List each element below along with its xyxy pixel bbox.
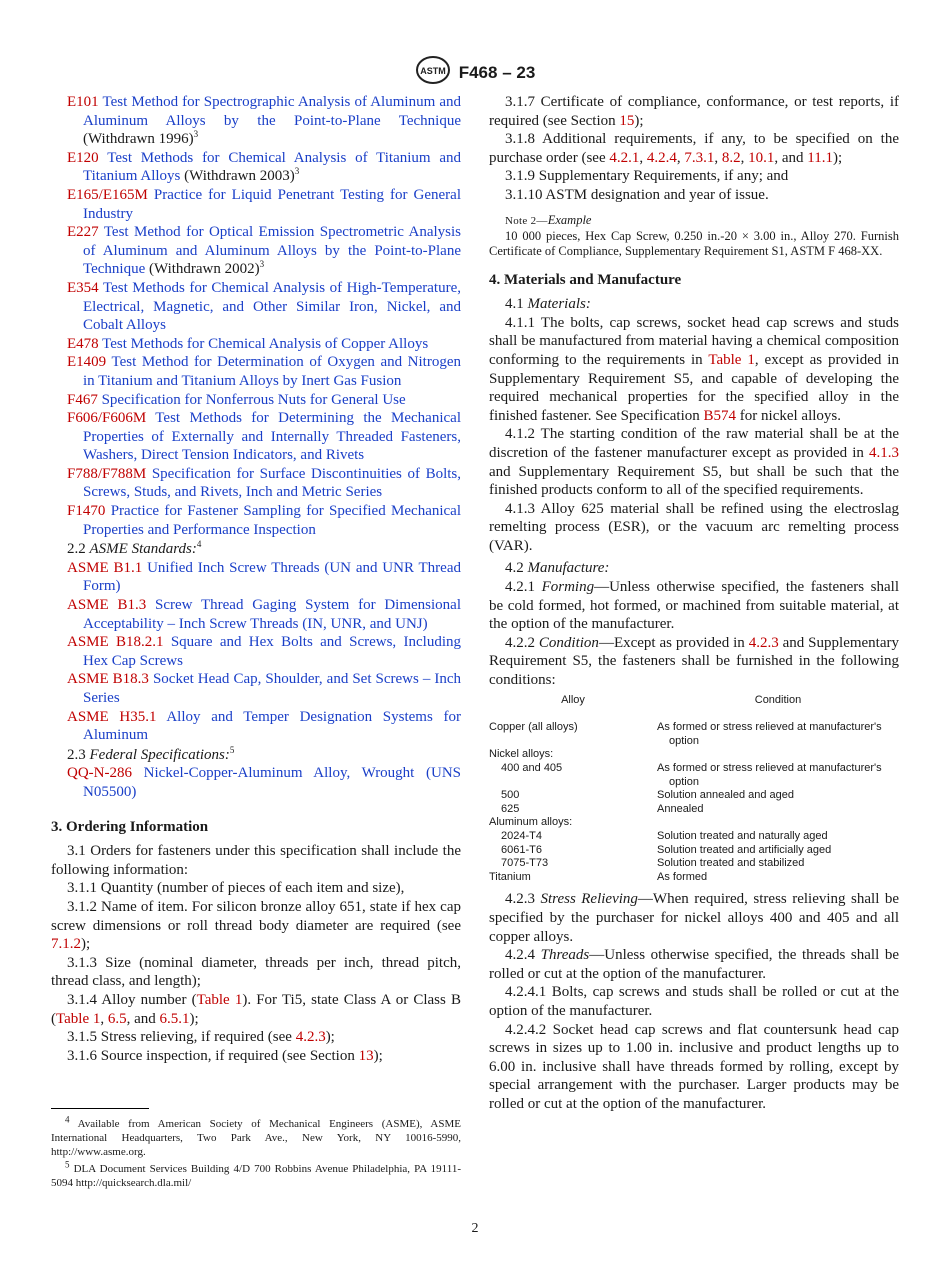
reference-item: [51, 596, 461, 633]
right-column: [489, 93, 899, 1113]
alloy-cell: 7075-T73: [501, 857, 549, 870]
footnote-5: $^5$ DLA Document Services Building 4/D 700 Robbins Avenue Philadelphia, PA 19111-5094 http://quicksearch.dla.mil/: [51, 1159, 461, 1189]
reference-title-link[interactable]: Practice for Liquid Penetrant Testing for General Industry: [83, 186, 461, 222]
table-row: [489, 803, 899, 817]
xref-link[interactable]: Table 1: [56, 1010, 101, 1027]
reference-item: [51, 391, 461, 410]
reference-title-link[interactable]: Square and Hex Bolts and Screws, Including Hex Cap Screws: [83, 634, 461, 669]
reference-code-link[interactable]: E1409: [67, 354, 107, 371]
footnote-4: $^4$ Available from American Society of Mechanical Engineers (ASME), ASME International Headquarters, Two Park Ave., New York, NY 10016-5990, http://www.asme.org.: [51, 1114, 461, 1158]
xref-link[interactable]: 15: [619, 112, 635, 129]
xref-link[interactable]: 6.5: [107, 1010, 127, 1027]
para-4-2-1: 4.2.1 Forming—Unless otherwise specified, the fasteners shall be cold formed, hot formed, or machined from suitable material, at the option of the manufacturer.: [489, 579, 900, 633]
reference-code-link[interactable]: E101: [67, 94, 99, 110]
xref-link[interactable]: 4.2.1: [609, 149, 640, 166]
reference-item: [51, 764, 461, 801]
para-4-2-4: 4.2.4 Threads—Unless otherwise specified, the threads shall be rolled or cut at the option of the manufacturer.: [489, 947, 900, 982]
section-3-title: 3. Ordering Information: [51, 818, 209, 835]
separator: ,: [676, 149, 685, 166]
reference-title-link[interactable]: Socket Head Cap, Shoulder, and Set Screws – Inch Series: [83, 671, 462, 706]
table-header-alloy: Alloy: [561, 693, 585, 706]
federal-heading: 2.3 Federal Specifications:$^5$: [67, 744, 235, 763]
xref-link[interactable]: Table 1: [708, 351, 755, 368]
reference-code-link[interactable]: ASME B18.2.1: [67, 634, 164, 651]
xref-link[interactable]: 7.1.2: [51, 936, 81, 953]
footnote-ref: 3: [193, 129, 199, 140]
table-row: [489, 816, 899, 830]
asme-heading: 2.2 ASME Standards:$^4$: [67, 539, 202, 558]
reference-code-link[interactable]: F467: [67, 391, 98, 408]
condition-cell: Solution treated and stabilized: [657, 857, 805, 870]
condition-cell: Solution treated and artificially aged: [657, 843, 832, 856]
para-3-1-6: 3.1.6 Source inspection, if required (see Section 13);: [67, 1047, 383, 1064]
table-header-condition: Condition: [754, 693, 802, 706]
reference-title-link[interactable]: Test Method for Spectrographic Analysis of Aluminum and Aluminum Alloys by the Point-to-Plane Technique: [83, 94, 461, 129]
reference-item: [51, 335, 461, 354]
reference-code-link[interactable]: ASME B1.1: [67, 559, 143, 576]
reference-title-link[interactable]: Screw Thread Gaging System for Dimensional Acceptability – Inch Screw Threads (IN, UNR, and UNJ): [83, 597, 461, 632]
table-row: [489, 721, 899, 748]
footnote-divider: [51, 1108, 149, 1109]
left-column: [51, 93, 461, 1065]
reference-code-link[interactable]: QQ-N-286: [67, 765, 132, 782]
page-header: [0, 55, 950, 90]
reference-code-link[interactable]: E478: [67, 335, 99, 352]
condition-cell: As formed or stress relieved at manufacturer's option: [657, 762, 882, 788]
condition-cell: As formed or stress relieved at manufacturer's option: [657, 721, 882, 747]
reference-item: [51, 708, 461, 745]
separator: ,: [714, 149, 722, 166]
para-4-2-2: 4.2.2 Condition—Except as provided in 4.2.3 and Supplementary Requirement S5, the fasteners shall be furnished in the following conditions:: [489, 634, 899, 689]
condition-cell: As formed: [657, 870, 708, 883]
xref-link[interactable]: 4.2.3: [295, 1029, 326, 1046]
para-4-1-3: 4.1.3 Alloy 625 material shall be refined using the electroslag remelting process (ESR), or the vacuum arc remelting process (VAR).: [489, 500, 899, 554]
reference-title-link[interactable]: Test Method for Optical Emission Spectrometric Analysis of Aluminum and Aluminum Alloys by the Point-to-Plane Technique: [83, 224, 461, 278]
alloy-condition-table: [489, 694, 899, 885]
reference-title-link[interactable]: Unified Inch Screw Threads (UN and UNR Thread Form): [83, 559, 461, 595]
xref-link[interactable]: 10.1: [748, 149, 775, 166]
xref-link[interactable]: 7.3.1: [684, 149, 715, 166]
reference-title-link[interactable]: Practice for Fastener Sampling for Specified Mechanical Properties and Performance Inspection: [83, 503, 462, 538]
alloy-cell: Titanium: [489, 870, 531, 883]
table-row: [489, 871, 899, 885]
xref-link-group: [609, 150, 833, 166]
reference-item: [51, 279, 461, 335]
reference-code-link[interactable]: ASME B18.3: [67, 671, 149, 688]
federal-reference-list: [51, 764, 461, 801]
condition-cell: [657, 816, 899, 830]
para-4-2: 4.2 Manufacture:: [505, 560, 610, 577]
table-row: [489, 762, 899, 789]
reference-code-link[interactable]: E120: [67, 149, 99, 166]
reference-code-link[interactable]: E165/E165M: [67, 186, 148, 203]
asme-reference-list: [51, 559, 461, 745]
separator: , and: [774, 149, 808, 166]
xref-link[interactable]: Table 1: [196, 991, 243, 1008]
xref-link[interactable]: 4.2.4: [646, 149, 677, 166]
page-number: 2: [471, 1221, 479, 1236]
note-2: Note 2—Example 10 000 pieces, Hex Cap Screw, 0.250 in.-20 × 3.00 in., Alloy 270. Furnish Certificate of Compliance, Supplementary Requirement S1, ASTM F 468-XX.: [489, 212, 899, 258]
document-designation: F468 – 23: [458, 62, 536, 82]
xref-link[interactable]: B574: [703, 407, 737, 424]
reference-item: [51, 93, 461, 149]
para-4-1-2: 4.1.2 The starting condition of the raw material shall be at the discretion of the fastener manufacturer except as provided in 4.1.3 and Supplementary Requirement S5, but shall be such that the finished products conform to all of the specified requirements.: [489, 426, 899, 499]
para-3-1-10: 3.1.10 ASTM designation and year of issue.: [505, 186, 769, 203]
condition-cell: Solution treated and naturally aged: [657, 829, 828, 842]
xref-link[interactable]: 8.2: [721, 149, 741, 166]
para-3-1-7: 3.1.7 Certificate of compliance, conformance, or test reports, if required (see Section 15);: [489, 94, 899, 129]
xref-link[interactable]: 6.5.1: [159, 1010, 190, 1027]
para-3-1-3: 3.1.3 Size (nominal diameter, threads per inch, thread pitch, thread class, and length);: [51, 954, 461, 990]
alloy-cell: Nickel alloys:: [489, 748, 554, 761]
reference-code-link[interactable]: ASME B1.3: [67, 597, 147, 614]
para-3-1-4: 3.1.4 Alloy number (Table 1). For Ti5, state Class A or Class B (Table 1, 6.5, and 6.5.1);: [51, 991, 461, 1027]
reference-code-link[interactable]: F606/F606M: [67, 410, 147, 427]
alloy-cell: 400 and 405: [501, 762, 563, 774]
reference-title-link[interactable]: Test Methods for Chemical Analysis of Copper Alloys: [102, 335, 429, 352]
reference-code-link[interactable]: E354: [67, 279, 99, 296]
para-3-1-5: 3.1.5 Stress relieving, if required (see 4.2.3);: [67, 1029, 335, 1046]
reference-title-link[interactable]: Test Methods for Chemical Analysis of High-Temperature, Electrical, Magnetic, and Other Similar Iron, Nickel, and Cobalt Alloys: [83, 279, 461, 334]
para-4-2-4-1: 4.2.4.1 Bolts, cap screws and studs shall be rolled or cut at the option of the manufacturer.: [489, 984, 899, 1019]
reference-item: [51, 149, 461, 186]
condition-cell: [657, 748, 899, 762]
reference-title-link[interactable]: Specification for Nonferrous Nuts for General Use: [101, 391, 406, 408]
para-3-1-2: 3.1.2 Name of item. For silicon bronze alloy 651, state if hex cap screw dimensions or roll thread body diameter are required (see 7.1.2);: [51, 898, 461, 953]
para-3-1-9: 3.1.9 Supplementary Requirements, if any; and: [505, 168, 789, 185]
alloy-cell: 2024-T4: [501, 829, 542, 842]
reference-code-link[interactable]: ASME H35.1: [67, 708, 157, 725]
astm-reference-list: [51, 93, 461, 539]
para-4-1-1: 4.1.1 The bolts, cap screws, socket head cap screws and studs shall be manufactured from material having a chemical composition conforming to the requirements in Table 1, except as provided in Supplementary Requirement S5, and capable of developing the required mechanical properties for the specified alloy in the finished fastener. See Specification B574 for nickel alloys.: [489, 314, 899, 424]
reference-title-link[interactable]: Test Method for Determination of Oxygen and Nitrogen in Titanium and Titanium Alloys by Inert Gas Fusion: [83, 354, 461, 389]
reference-item: [51, 502, 461, 539]
reference-code-link[interactable]: F788/F788M: [67, 465, 147, 482]
alloy-cell: 500: [501, 789, 520, 802]
reference-item: [51, 223, 461, 279]
para-3-1-8: 3.1.8 Additional requirements, if any, to be specified on the purchase order (see 4.2.1, 4.2.4, 7.3.1, 8.2, 10.1, and 11.1);: [489, 131, 899, 166]
withdrawn-note: (Withdrawn 1996): [83, 131, 194, 148]
withdrawn-note: (Withdrawn 2002): [149, 261, 260, 278]
table-row: [489, 789, 899, 803]
xref-link[interactable]: 13: [358, 1047, 374, 1064]
reference-title-link[interactable]: Test Methods for Chemical Analysis of Titanium and Titanium Alloys: [83, 149, 462, 185]
separator: ,: [740, 149, 749, 166]
table-row: [489, 748, 899, 762]
para-4-2-4-2: 4.2.4.2 Socket head cap screws and flat countersunk head cap screws in sizes up to 1.00 in. inclusive and product lengths up to 6.00 in. inclusive shall have threads formed by rolling, except by special arrangement with the purchaser. Larger products may be rolled or cut at the option of the manufacturer.: [489, 1021, 899, 1112]
reference-item: [51, 633, 461, 670]
xref-link[interactable]: 4.1.3: [869, 444, 899, 461]
para-3-1: 3.1 Orders for fasteners under this specification shall include the following information:: [51, 843, 461, 878]
reference-title-link[interactable]: Nickel-Copper-Aluminum Alloy, Wrought (UNS N05500): [83, 765, 462, 800]
reference-item: [51, 409, 461, 465]
withdrawn-note: (Withdrawn 2003): [184, 168, 295, 185]
reference-item: [51, 186, 461, 223]
svg-text:ASTM: ASTM: [419, 66, 446, 76]
reference-title-link[interactable]: Test Methods for Determining the Mechanical Properties of Externally and Internally Threaded Fasteners, Washers, Direct Tension Indicators, and Rivets: [83, 410, 461, 464]
reference-title-link[interactable]: Alloy and Temper Designation Systems for Aluminum: [83, 708, 461, 744]
para-4-1: 4.1 Materials:: [505, 296, 591, 313]
reference-item: [51, 670, 461, 707]
astm-logo-icon: [415, 55, 451, 90]
reference-title-link[interactable]: Specification for Surface Discontinuities of Bolts, Screws, Studs, and Rivets, Inch and Metric Series: [83, 465, 462, 501]
table-row: [489, 857, 899, 871]
reference-item: [51, 353, 461, 390]
alloy-cell: Aluminum alloys:: [489, 816, 573, 829]
para-4-2-3: 4.2.3 Stress Relieving—When required, stress relieving shall be specified by the purchaser for nickel alloys 400 and 405 and all copper alloys.: [489, 891, 900, 945]
alloy-cell: Copper (all alloys): [489, 721, 578, 734]
section-4-title: 4. Materials and Manufacture: [489, 271, 682, 288]
table-row: [489, 830, 899, 844]
reference-code-link[interactable]: F1470: [67, 503, 106, 520]
reference-item: [51, 559, 461, 596]
separator: ,: [639, 149, 647, 166]
reference-item: [51, 465, 461, 502]
footnote-ref: 3: [259, 259, 265, 270]
xref-link[interactable]: 11.1: [807, 149, 833, 166]
alloy-cell: 6061-T6: [501, 843, 542, 856]
condition-cell: Solution annealed and aged: [657, 789, 795, 802]
condition-cell: Annealed: [657, 802, 704, 815]
para-3-1-1: 3.1.1 Quantity (number of pieces of each item and size),: [67, 880, 405, 897]
table-row: [489, 844, 899, 858]
footnote-ref: 3: [294, 166, 300, 177]
alloy-cell: 625: [501, 802, 520, 815]
reference-code-link[interactable]: E227: [67, 224, 99, 241]
xref-link[interactable]: 4.2.3: [748, 634, 779, 651]
